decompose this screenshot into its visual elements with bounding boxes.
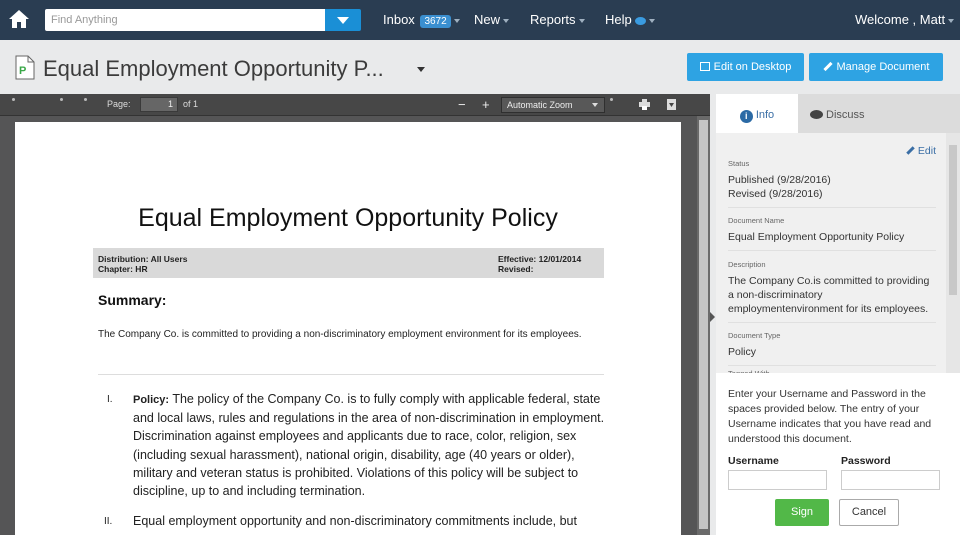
page-count: of 1	[183, 99, 199, 109]
zoom-select[interactable]	[501, 97, 605, 113]
cancel-button[interactable]: Cancel	[839, 499, 899, 526]
tab-discuss[interactable]	[798, 94, 960, 133]
password-input[interactable]	[841, 470, 940, 490]
zoom-in-button[interactable]: +	[482, 97, 490, 112]
pencil-icon	[823, 62, 832, 71]
description-label: Description	[728, 260, 766, 269]
nav-new-label: New	[474, 12, 501, 27]
document-info-bar	[93, 248, 604, 278]
status-published: Published (9/28/2016)	[728, 174, 831, 186]
search-input[interactable]	[45, 9, 325, 31]
tools-icon[interactable]	[610, 98, 613, 101]
welcome-label: Welcome , Matt	[855, 12, 946, 27]
tab-info-label: Info	[755, 109, 775, 121]
zoom-out-button[interactable]: −	[458, 97, 466, 112]
section-1-text	[133, 390, 613, 500]
manage-document-button[interactable]	[809, 53, 943, 81]
next-page-icon[interactable]	[84, 98, 87, 101]
info-scrollbar-thumb[interactable]	[949, 145, 957, 295]
nav-new[interactable]	[474, 12, 509, 27]
nav-inbox-label: Inbox	[383, 12, 415, 27]
chevron-down-icon	[948, 19, 954, 23]
edit-info-link[interactable]	[906, 145, 936, 157]
chevron-down-icon	[503, 19, 509, 23]
chevron-down-icon	[454, 19, 460, 23]
description-value: The Company Co.is committed to providing a non-discriminatory employmentenvironment for its employees.	[728, 275, 930, 315]
document-type-label: Document Type	[728, 331, 781, 340]
edit-label: Edit	[917, 145, 936, 157]
tab-discuss-label: Discuss	[826, 109, 865, 121]
document-name-field	[728, 216, 936, 251]
edit-on-desktop-label: Edit on Desktop	[713, 61, 792, 73]
document-page	[15, 122, 681, 535]
manage-document-label: Manage Document	[836, 61, 930, 73]
previous-page-icon[interactable]	[60, 98, 63, 101]
chat-icon	[635, 17, 646, 25]
chevron-down-icon	[649, 19, 655, 23]
sign-button[interactable]: Sign	[775, 499, 829, 526]
nav-reports[interactable]	[530, 12, 585, 27]
edit-box-icon	[700, 62, 710, 71]
info-icon: i	[740, 110, 753, 123]
nav-help-label: Help	[605, 12, 632, 27]
nav-inbox[interactable]	[383, 12, 460, 28]
document-title: Equal Employment Opportunity Policy	[138, 204, 558, 232]
print-icon[interactable]	[639, 99, 650, 110]
title-dropdown-icon[interactable]	[417, 67, 425, 72]
nav-user-menu[interactable]	[855, 12, 954, 27]
section-1-body: The policy of the Company Co. is to fully comply with applicable federal, state and local laws, rules and regulations in the area of non-discrimination in employment. Discrimination against employees and applicants due to race, color, religion, sex (including sexual harassment), national origin, disability, age (40 years or older), military and veteran status is prohibited. Violations of this policy will be subject to discipline, up to and including termination.	[133, 392, 605, 499]
description-field	[728, 260, 936, 323]
panel-collapse-icon[interactable]	[710, 312, 715, 322]
sign-instructions: Enter your Username and Password in the spaces provided below. The entry of your Username indicates that you have read and understood this document.	[728, 388, 932, 445]
nav-help[interactable]	[605, 12, 655, 27]
distribution-text: Distribution: All Users	[98, 254, 188, 264]
username-input[interactable]	[728, 470, 827, 490]
document-name-value: Equal Employment Opportunity Policy	[728, 231, 905, 243]
chevron-down-icon	[337, 17, 349, 24]
username-label: Username	[728, 455, 779, 467]
document-info-area	[716, 133, 960, 373]
search-dropdown-button[interactable]	[325, 9, 361, 31]
document-name-label: Document Name	[728, 216, 785, 225]
sign-area	[716, 373, 960, 535]
page-label: Page:	[107, 99, 131, 109]
document-type-field	[728, 331, 936, 366]
document-type-value: Policy	[728, 346, 757, 358]
nav-reports-label: Reports	[530, 12, 576, 27]
viewer-toolbar	[0, 94, 710, 116]
revised-text: Revised:	[498, 264, 534, 274]
section-2-text: Equal employment opportunity and non-discriminatory commitments include, but	[133, 514, 577, 528]
download-icon[interactable]	[666, 99, 677, 110]
tab-info[interactable]	[716, 94, 798, 133]
password-label: Password	[841, 455, 891, 467]
status-field	[728, 159, 936, 208]
sidebar-toggle-icon[interactable]	[12, 98, 15, 101]
svg-text:P: P	[19, 65, 27, 77]
document-icon	[15, 55, 35, 80]
document-titlebar	[0, 40, 960, 94]
section-1-heading: Policy:	[133, 394, 170, 406]
edit-on-desktop-button[interactable]	[687, 53, 804, 81]
status-revised: Revised (9/28/2016)	[728, 188, 823, 200]
zoom-value: Automatic Zoom	[507, 100, 573, 110]
summary-heading: Summary:	[98, 292, 167, 308]
right-panel	[716, 94, 960, 535]
section-number: II.	[104, 516, 113, 527]
viewer-scrollbar-thumb[interactable]	[699, 120, 708, 529]
pencil-icon	[906, 146, 914, 154]
home-icon[interactable]	[8, 9, 30, 29]
chevron-down-icon	[579, 19, 585, 23]
page-number-input[interactable]: 1	[140, 97, 178, 112]
summary-text: The Company Co. is committed to providing a non-discriminatory employment environment for its employees.	[98, 329, 582, 340]
divider	[98, 374, 604, 375]
effective-date-text: Effective: 12/01/2014	[498, 254, 582, 264]
chapter-text: Chapter: HR	[98, 264, 148, 274]
chevron-down-icon	[592, 103, 598, 107]
inbox-count-badge: 3672	[420, 15, 450, 28]
page-title: Equal Employment Opportunity P...	[43, 56, 384, 81]
comments-icon	[810, 110, 823, 119]
status-label: Status	[728, 159, 750, 168]
top-navbar	[0, 0, 960, 40]
section-number: I.	[107, 394, 113, 405]
